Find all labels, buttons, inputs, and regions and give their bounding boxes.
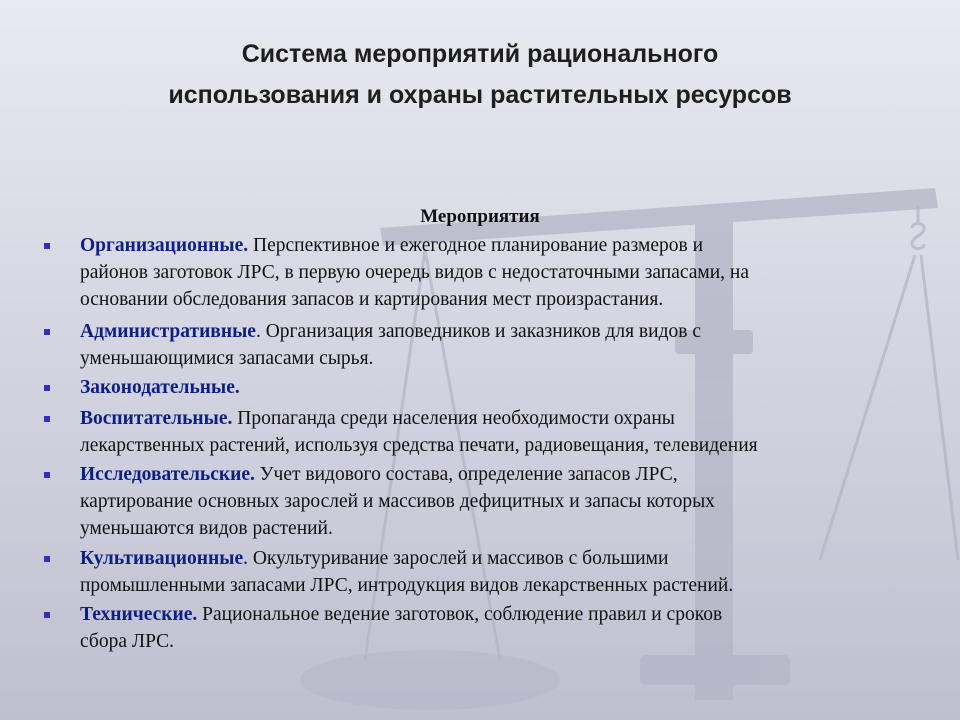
- item-text: Рациональное ведение заготовок, соблюдение правил и сроков: [197, 604, 723, 625]
- bullet-icon: [44, 385, 50, 391]
- item-keyword: Исследовательские.: [80, 464, 255, 485]
- item-line: основании обследования запасов и картирования мест произрастания.: [80, 289, 664, 310]
- item-line: [80, 547, 668, 571]
- item-text: . Окультуривание зарослей и массивов с большими: [243, 548, 669, 569]
- item-line: лекарственных растений, используя средства печати, радиовещания, телевидения: [80, 435, 758, 456]
- bullet-icon: [44, 612, 50, 618]
- item-line: [80, 320, 701, 344]
- item-keyword: Воспитательные.: [80, 408, 233, 429]
- item-line: уменьшаются видов растений.: [80, 518, 333, 539]
- page-title-line-1: Система мероприятий рационального: [241, 40, 719, 68]
- item-line: сбора ЛРС.: [80, 631, 175, 652]
- page-title: [0, 34, 960, 116]
- bullet-icon: [44, 556, 50, 562]
- item-line: [80, 376, 240, 400]
- item-line: [80, 234, 703, 258]
- item-text: Пропаганда среди населения необходимости охраны: [232, 408, 675, 429]
- item-text: . Организация заповедников и заказников для видов с: [255, 321, 701, 342]
- item-line: [80, 463, 678, 487]
- item-keyword: Законодательные.: [80, 377, 240, 398]
- item-line: промышленными запасами ЛРС, интродукция видов лекарственных растений.: [80, 575, 734, 596]
- item-text: Учет видового состава, определение запасов ЛРС,: [254, 464, 678, 485]
- bullet-icon: [44, 243, 50, 249]
- item-line: уменьшающимися запасами сырья.: [80, 348, 374, 369]
- item-line: картирование основных зарослей и массивов дефицитных и запасы которых: [80, 491, 715, 512]
- bullet-icon: [44, 416, 50, 422]
- section-heading: Мероприятия: [420, 206, 540, 227]
- item-keyword: Культивационные: [80, 548, 244, 569]
- item-line: [80, 407, 675, 431]
- item-keyword: Организационные.: [80, 235, 249, 256]
- item-text: Перспективное и ежегодное планирование размеров и: [248, 235, 704, 256]
- bullet-icon: [44, 472, 50, 478]
- page-title-line-2: использования и охраны растительных ресурсов: [168, 81, 792, 109]
- item-line: районов заготовок ЛРС, в первую очередь видов с недостаточными запасами, на: [80, 262, 750, 283]
- bullet-icon: [44, 329, 50, 335]
- item-line: [80, 603, 722, 627]
- item-keyword: Административные: [80, 321, 256, 342]
- item-keyword: Технические.: [80, 604, 198, 625]
